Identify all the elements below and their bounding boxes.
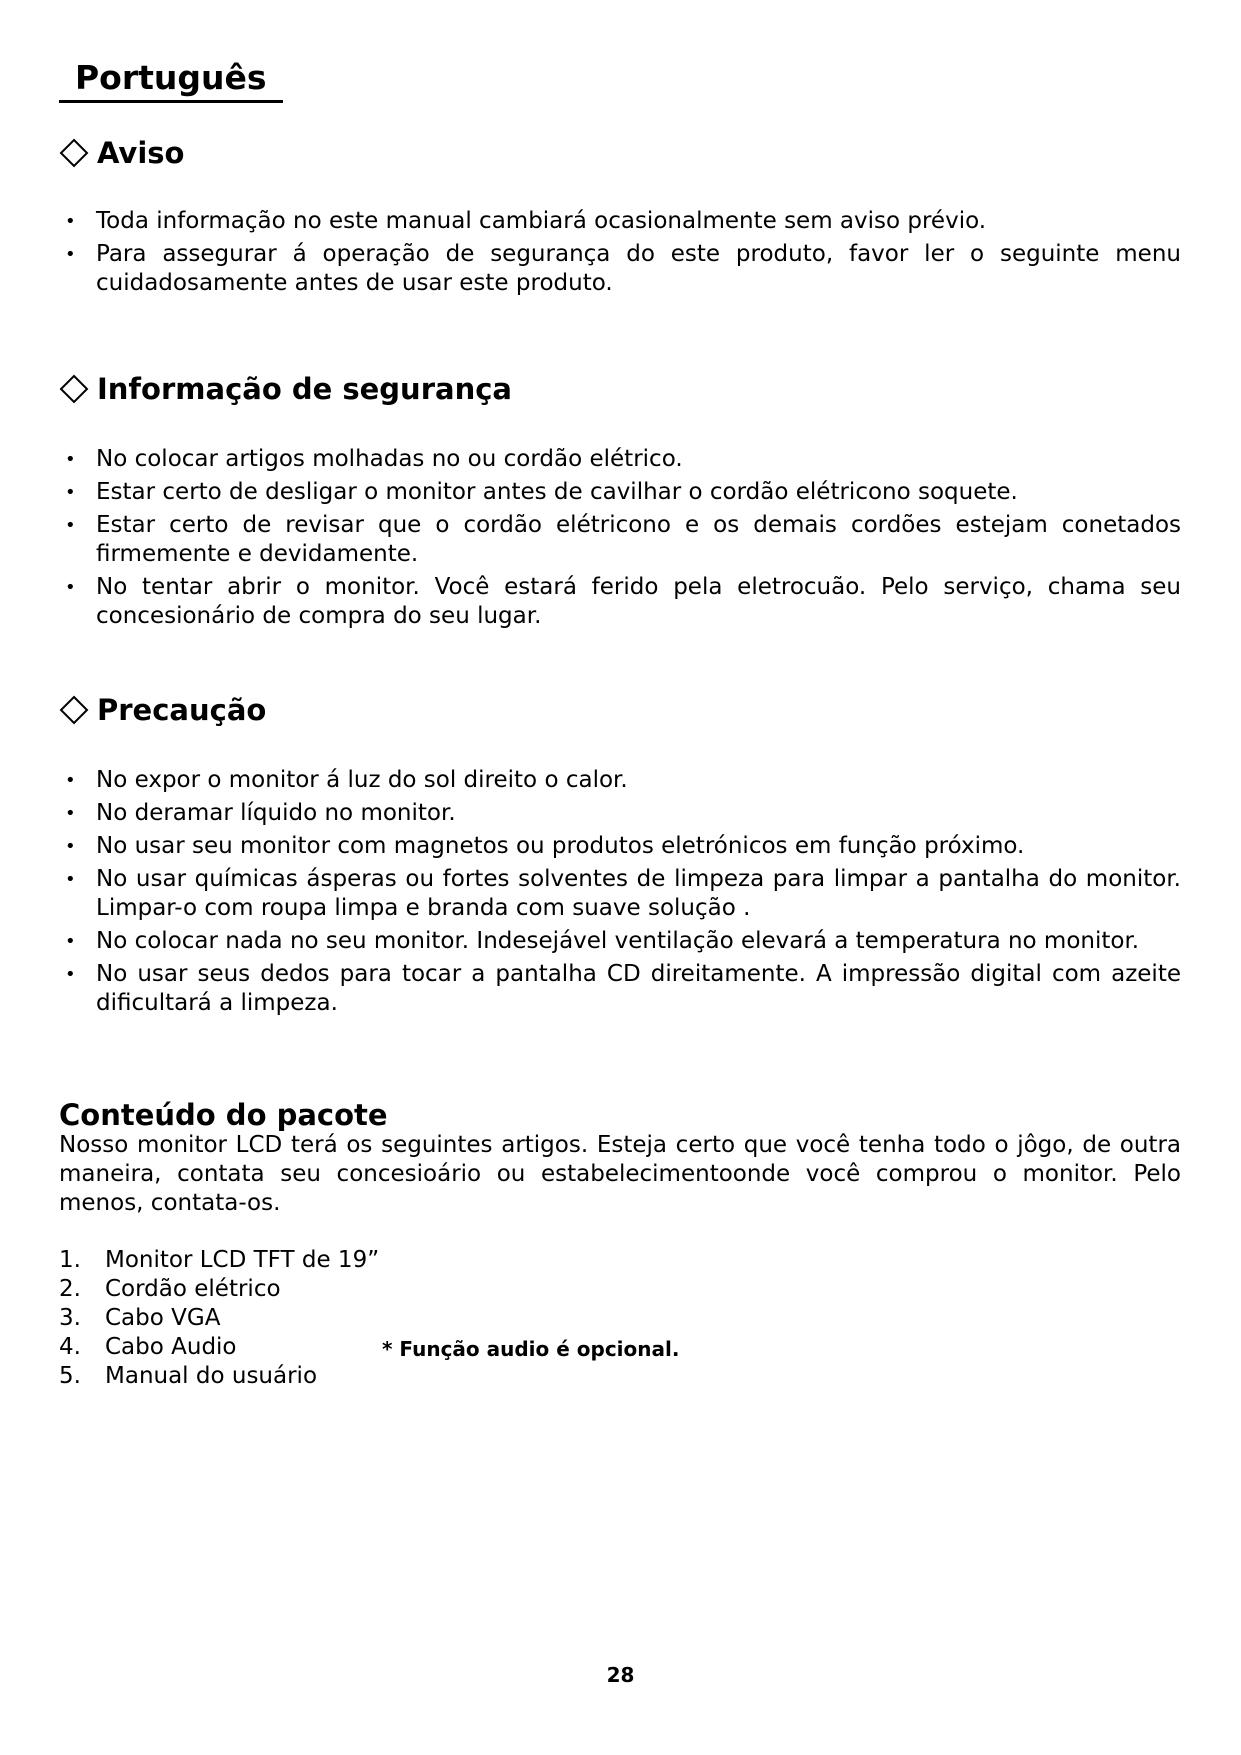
list-item: • No usar seu monitor com magnetos ou produtos eletrónicos em função próximo. [59,832,1181,861]
list-item [59,1275,379,1304]
list-item-number: 5. [59,1363,81,1389]
list-item: • Para assegurar á operação de segurança do este produto, favor ler o seguinte menu cuidadosamente antes de usar este produto. [59,240,1181,298]
list-item: • No usar seus dedos para tocar a pantalha CD direitamente. A impressão digital com azeite dificultará a limpeza. [59,960,1181,1018]
list-item [59,1333,379,1362]
package-intro: Nosso monitor LCD terá os seguintes artigos. Esteja certo que você tenha todo o jôgo, de outra maneira, contata seu concesioário ou estabelecimentoonde você comprou o monitor. Pelo menos, contata-os. [59,1132,1181,1216]
list-item-label: Cordão elétrico [105,1276,281,1302]
section-heading-aviso [59,134,184,172]
list-item: • No colocar nada no seu monitor. Indesejável ventilação elevará a temperatura no monitor. [59,927,1181,956]
section-heading-seguranca [59,370,512,408]
page-number: 28 [606,1663,635,1687]
list-item: • No usar químicas ásperas ou fortes solventes de limpeza para limpar a pantalha do monitor. Limpar-o com roupa limpa e branda com suave solução . [59,865,1181,923]
list-item-number: 2. [59,1276,81,1302]
list-item-label: Manual do usuário [105,1363,318,1389]
section-heading-precaucao [59,691,266,729]
diamond-outline-icon [59,695,89,725]
section-heading-label: Informação de segurança [97,372,512,406]
list-item-label: Cabo VGA [105,1305,221,1331]
audio-optional-note: * Função audio é opcional. [382,1337,680,1361]
list-item: • No deramar líquido no monitor. [59,799,1181,828]
diamond-outline-icon [59,374,89,404]
list-item [59,1246,379,1275]
package-contents-list [59,1246,379,1391]
precaucao-list [59,766,1181,1018]
page-title: Português [59,56,283,103]
list-item: • Toda informação no este manual cambiará ocasionalmente sem aviso prévio. [59,207,1181,236]
section-heading-label: Aviso [97,136,185,170]
list-item [59,1304,379,1333]
list-item-number: 1. [59,1247,81,1273]
list-item: • No tentar abrir o monitor. Você estará ferido pela eletrocuão. Pelo serviço, chama seu concesionário de compra do seu lugar. [59,573,1181,631]
list-item: • No colocar artigos molhadas no ou cordão elétrico. [59,445,1181,474]
list-item: • Estar certo de desligar o monitor antes de cavilhar o cordão elétricono soquete. [59,478,1181,507]
diamond-outline-icon [59,138,89,168]
list-item: • Estar certo de revisar que o cordão elétricono e os demais cordões estejam conetados firmemente e devidamente. [59,511,1181,569]
list-item-number: 3. [59,1305,81,1331]
list-item-label: Cabo Audio [105,1334,237,1360]
list-item: • No expor o monitor á luz do sol direito o calor. [59,766,1181,795]
section-heading-label: Precaução [97,693,267,727]
section-heading-pacote: Conteúdo do pacote [59,1098,388,1132]
aviso-list [59,207,1181,298]
list-item-label: Monitor LCD TFT de 19” [105,1247,380,1273]
list-item [59,1362,379,1391]
list-item-number: 4. [59,1334,81,1360]
seguranca-list [59,445,1181,631]
